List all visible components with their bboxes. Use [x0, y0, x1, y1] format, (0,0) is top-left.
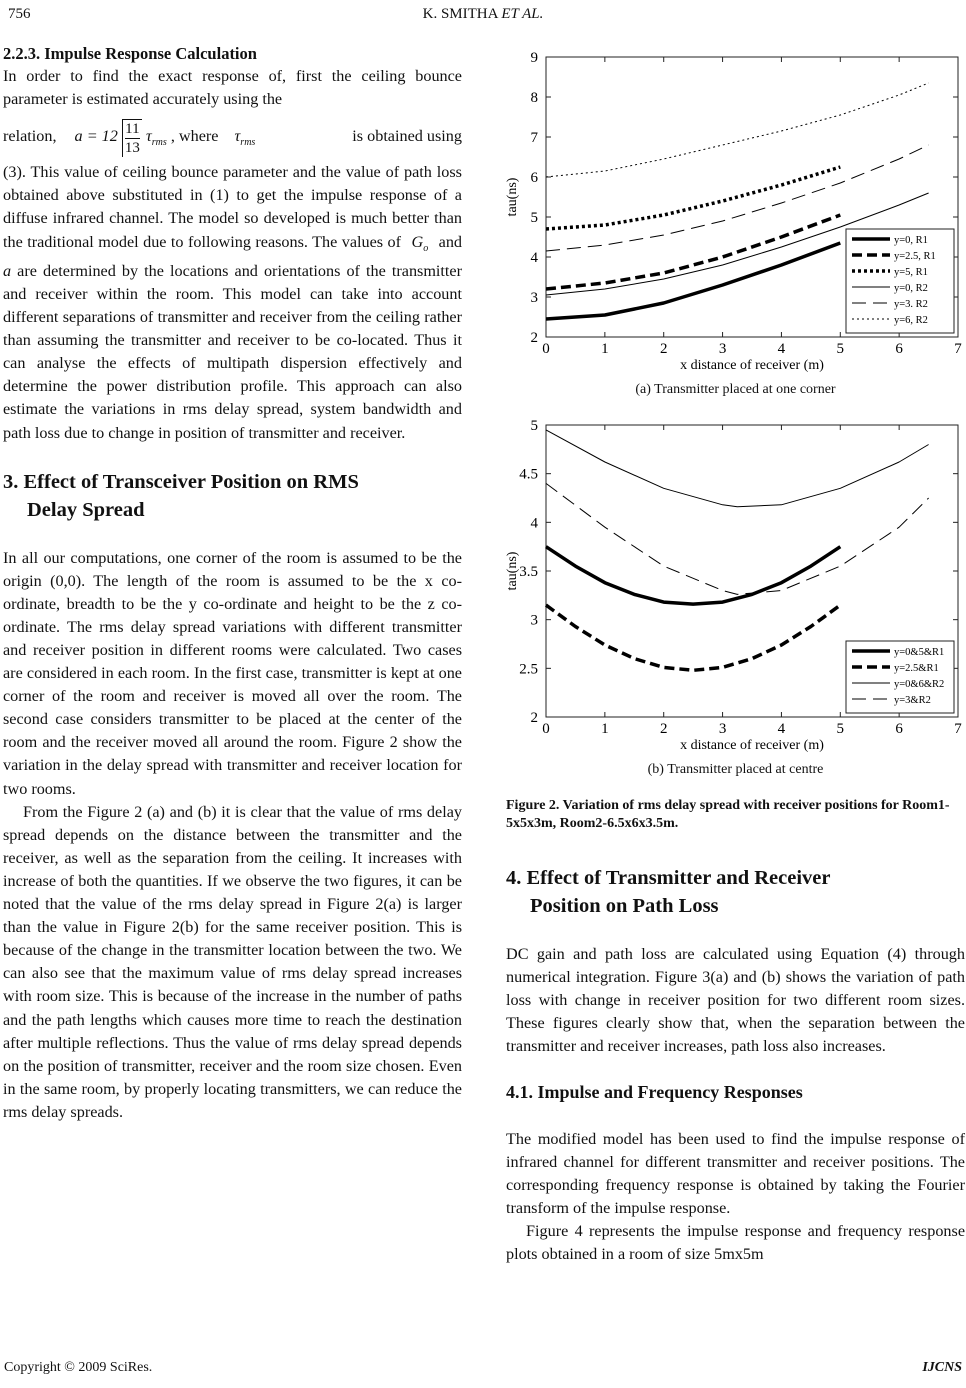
paragraph-4-1a: The modified model has been used to find the impulse response of infrared channel for different transmitter and receiver positions. The corresponding frequency response is obtained by taking the Fourier transform of the impulse response.	[506, 1129, 965, 1217]
copyright: Copyright © 2009 SciRes.	[4, 1360, 153, 1375]
legend-label: y=0&5&R1	[894, 647, 945, 658]
series-line-2	[546, 605, 840, 670]
y-tick-label: 4.5	[519, 466, 538, 483]
paragraph-4: DC gain and path loss are calculated using Equation (4) through numerical integration. Figure 3(a) and (b) shows the variation of path loss with change in receiver position for two different room sizes. These figures clearly show that, when the separation between the transmitter and receiver increases, path loss also increases.	[506, 945, 965, 1056]
x-axis-label: x distance of receiver (m)	[680, 358, 824, 373]
x-tick-label: 0	[542, 341, 550, 357]
figure-2-caption: Figure 2. Variation of rms delay spread with receiver positions for Room1-5x5x3m, Room2-6.5x6x3.5m.	[506, 798, 950, 831]
y-tick-label: 9	[530, 50, 538, 66]
paragraph-2-2-3a: In order to find the exact response of, first the ceiling bounce parameter is estimated accurately using the	[3, 67, 462, 109]
legend-label: y=0, R2	[894, 283, 928, 294]
section-4-1-title: 4.1. Impulse and Frequency Responses	[506, 1082, 803, 1103]
y-tick-label: 2	[530, 710, 538, 726]
formula-line: relation, a = 12 $\frac{11}{13}$ $\tau_{rms}$ , where $\tau_{rms}$ is obtained using	[3, 120, 462, 156]
x-tick-label: 2	[659, 341, 668, 357]
paragraph-3a: In all our computations, one corner of the room is assumed to be the origin (0,0). The length of the room is assumed to be the x co-ordinate, breadth to be the y co-ordinate and height to be the z co-ordinate. The rms delay spread variations with different transmitter and receiver position in different rooms were calculated. Two cases are considered in each room. In the first case, transmitter is kept at one corner of the room and receiver is moved all over the room. The second case considers transmitter to be placed at the center of the room and the receiver moved all around the room. Figure 2 show the variation in the delay spread with transmitter and receiver location for two rooms.	[3, 548, 462, 798]
series-line-4	[546, 483, 929, 594]
x-tick-label: 6	[895, 721, 903, 737]
chart-b	[498, 410, 966, 755]
x-tick-label: 5	[836, 341, 845, 357]
y-tick-label: 3.5	[519, 564, 538, 580]
y-tick-label: 4	[530, 515, 538, 532]
legend-label: y=5, R1	[894, 267, 928, 278]
left-column	[3, 42, 462, 1124]
paragraph-3b: From the Figure 2 (a) and (b) it is clear that the value of rms delay spread depends on the distance between the transmitter and the receiver, as well as the separation from the ceiling. It increases with increase of both the quantities. If we observe the two figures, it can be noted that the value of the rms delay spread in Figure 2(a) is larger than the value in Figure 2(b) for the same receiver position. This is because of the change in the transmitter location between the two. We can also see that the maximum value of rms delay spread increases with room size. This is because of the increase in the number of paths and the path lengths which causes more time to reach the destination after multiple reflections. Thus the value of rms delay spread depends on the position of transmitter, receiver and the room size chosen. Even in the same room, by properly locating transmitters, we can reduce the rms delay spreads.	[3, 802, 462, 1121]
x-tick-label: 5	[836, 721, 845, 737]
y-tick-label: 5	[530, 210, 538, 226]
series-line-1	[546, 243, 840, 319]
x-tick-label: 0	[542, 721, 550, 737]
x-tick-label: 7	[954, 341, 962, 357]
y-tick-label: 5	[530, 418, 538, 434]
y-tick-label: 4	[530, 250, 538, 266]
y-tick-label: 7	[530, 130, 538, 146]
y-tick-label: 6	[530, 170, 538, 186]
legend-label: y=3&R2	[894, 695, 931, 706]
legend-label: y=6, R2	[894, 315, 928, 326]
y-tick-label: 3	[530, 612, 538, 629]
x-tick-label: 4	[777, 341, 786, 357]
running-authors: K. SMITHA ET AL.	[422, 6, 544, 22]
paragraph-4-1b: Figure 4 represents the impulse response and frequency response plots obtained in a room of size 5mx5m	[506, 1221, 965, 1264]
x-tick-label: 6	[895, 341, 903, 357]
x-tick-label: 3	[718, 721, 727, 737]
y-axis-label: tau(ns)	[505, 177, 520, 217]
y-tick-label: 2.5	[519, 661, 538, 678]
y-tick-label: 3	[530, 290, 538, 306]
subcaption-a: (a) Transmitter placed at one corner	[635, 382, 836, 397]
legend-label: y=2.5&R1	[894, 663, 939, 674]
y-axis-label: tau(ns)	[505, 551, 520, 591]
series-line-6	[546, 83, 929, 177]
section-3-title: 3. Effect of Transceiver Position on RMS Delay Spread	[3, 470, 359, 521]
section-4-title: 4. Effect of Transmitter and Receiver Position on Path Loss	[506, 867, 831, 917]
x-tick-label: 4	[777, 721, 786, 737]
section-2-2-3-title: 2.2.3. Impulse Response Calculation	[3, 44, 257, 63]
x-tick-label: 2	[659, 721, 668, 737]
series-line-1	[546, 547, 840, 604]
page-header	[0, 6, 966, 26]
paragraph-2-2-3b: (3). This value of ceiling bounce parameter and the value of path loss obtained above substituted in (1) to get the impulse response of a diffuse infrared channel. The model so developed is much better than the traditional model due to following reasons. The values of $G_o$ and a are determined by the locations and orientations of the transmitter and receiver within the room. This model can take into account different separations of transmitter and receiver from the ceiling rather than assuming the transmitter and receiver to be co-located. Thus it can analyse the effects of multipath dispersion effectively and determine the power distribution profile. This approach can also estimate the variations in rms delay spread, system bandwidth and path loss due to change in position of transmitter and receiver.	[3, 163, 463, 442]
page-number: 756	[8, 6, 31, 22]
journal-name: IJCNS	[922, 1360, 962, 1375]
x-axis-label: x distance of receiver (m)	[680, 738, 824, 753]
legend-label: y=2.5, R1	[894, 251, 936, 262]
subcaption-b: (b) Transmitter placed at centre	[647, 762, 824, 777]
right-column	[506, 864, 965, 1266]
x-tick-label: 7	[954, 721, 962, 737]
legend-label: y=0, R1	[894, 235, 928, 246]
y-tick-label: 8	[530, 90, 538, 106]
x-tick-label: 1	[601, 341, 609, 357]
x-tick-label: 1	[601, 721, 609, 737]
legend-label: y=3. R2	[894, 299, 928, 310]
legend-label: y=0&6&R2	[894, 679, 945, 690]
x-tick-label: 3	[718, 341, 727, 357]
y-tick-label: 2	[530, 330, 538, 346]
series-line-3	[546, 430, 929, 507]
chart-a	[498, 40, 966, 400]
